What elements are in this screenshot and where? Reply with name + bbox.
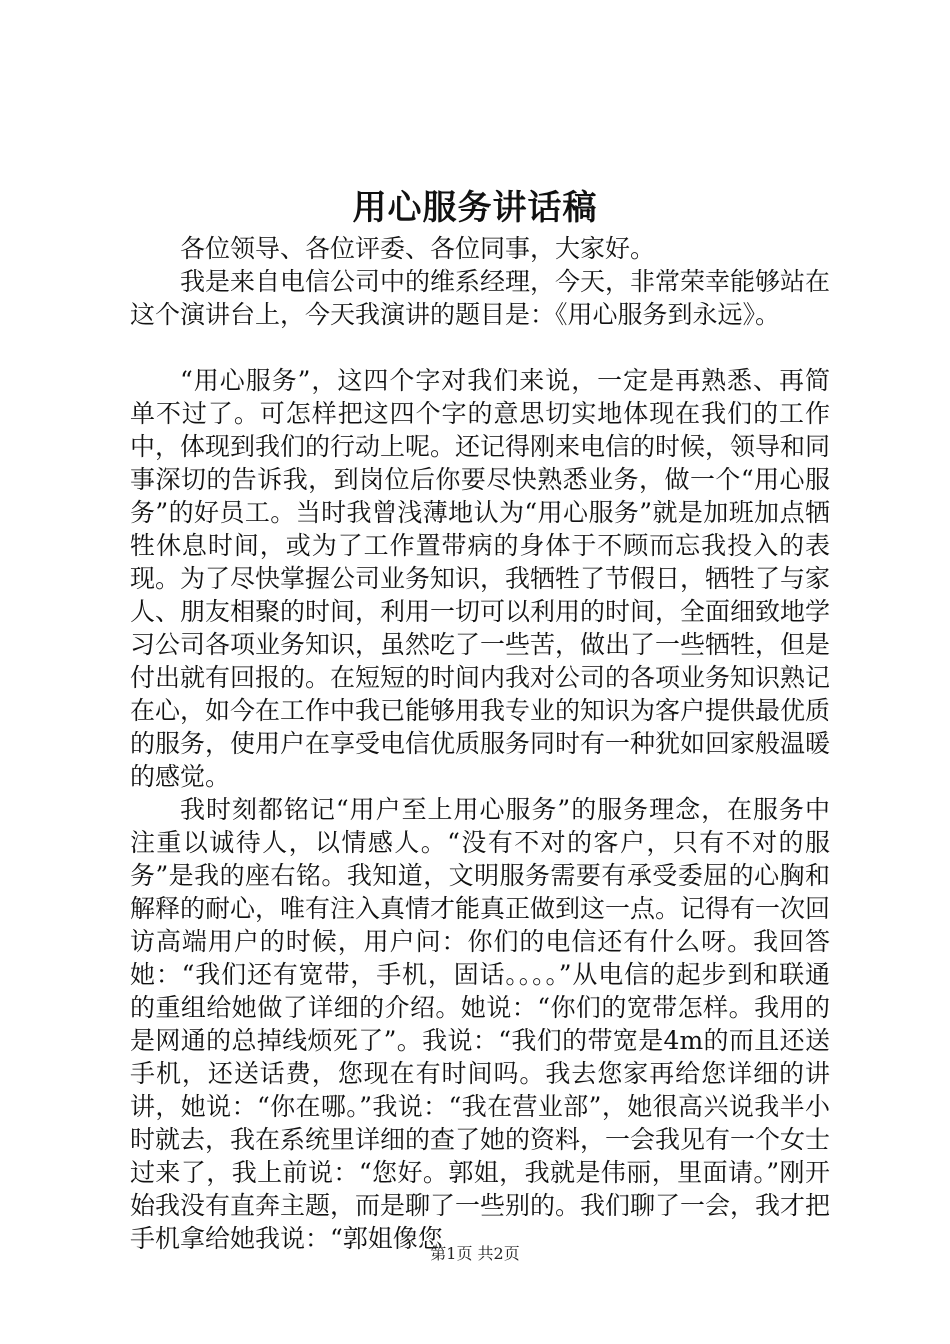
- body-paragraph: “用心服务”，这四个字对我们来说，一定是再熟悉、再简单不过了。可怎样把这四个字的意思切实地体现在我们的工作中，体现到我们的行动上呢。还记得刚来电信的时候，领导和同事深切的告诉我，到岗位后你要尽快熟悉业务，做一个“用心服务”的好员工。当时我曾浅薄地认为“用心服务”就是加班加点牺牲休息时间，或为了工作置带病的身体于不顾而忘我投入的表现。为了尽快掌握公司业务知识，我牺牲了节假日，牺牲了与家人、朋友相聚的时间，利用一切可以利用的时间，全面细致地学习公司各项业务知识，虽然吃了一些苦，做出了一些牺牲，但是付出就有回报的。在短短的时间内我对公司的各项业务知识熟记在心，如今在工作中我已能够用我专业的知识为客户提供最优质的服务，使用户在享受电信优质服务同时有一种犹如回家般温暖的感觉。: [130, 366, 831, 791]
- page-footer: 第1页 共2页: [430, 1244, 520, 1263]
- greeting-paragraph: 各位领导、各位评委、各位同事，大家好。: [180, 234, 656, 263]
- document-title: 用心服务讲话稿: [352, 188, 598, 228]
- intro-paragraph: 我是来自电信公司中的维系经理，今天，非常荣幸能够站在这个演讲台上，今天我演讲的题目是：《用心服务到永远》。: [130, 267, 831, 329]
- document-body: [130, 232, 830, 1255]
- body-paragraph: 我时刻都铭记“用户至上用心服务”的服务理念，在服务中注重以诚待人，以情感人。“没有不对的客户，只有不对的服务”是我的座右铭。我知道，文明服务需要有承受委屈的心胸和解释的耐心，唯有注入真情才能真正做到这一点。记得有一次回访高端用户的时候，用户问：你们的电信还有什么呀。我回答她：“我们还有宽带，手机，固话。。。。”从电信的起步到和联通的重组给她做了详细的介绍。她说：“你们的宽带怎样。我用的是网通的总掉线烦死了”。我说：“我们的带宽是4m的而且还送手机，还送话费，您现在有时间吗。我去您家再给您详细的讲讲，她说：“你在哪。”我说：“我在营业部”，她很高兴说我半小时就去，我在系统里详细的查了她的资料，一会我见有一个女士过来了，我上前说：“您好。郭姐，我就是伟丽，里面请。”刚开始我没有直奔主题，而是聊了一些别的。我们聊了一会，我才把手机拿给她我说：“郭姐像您: [130, 795, 831, 1253]
